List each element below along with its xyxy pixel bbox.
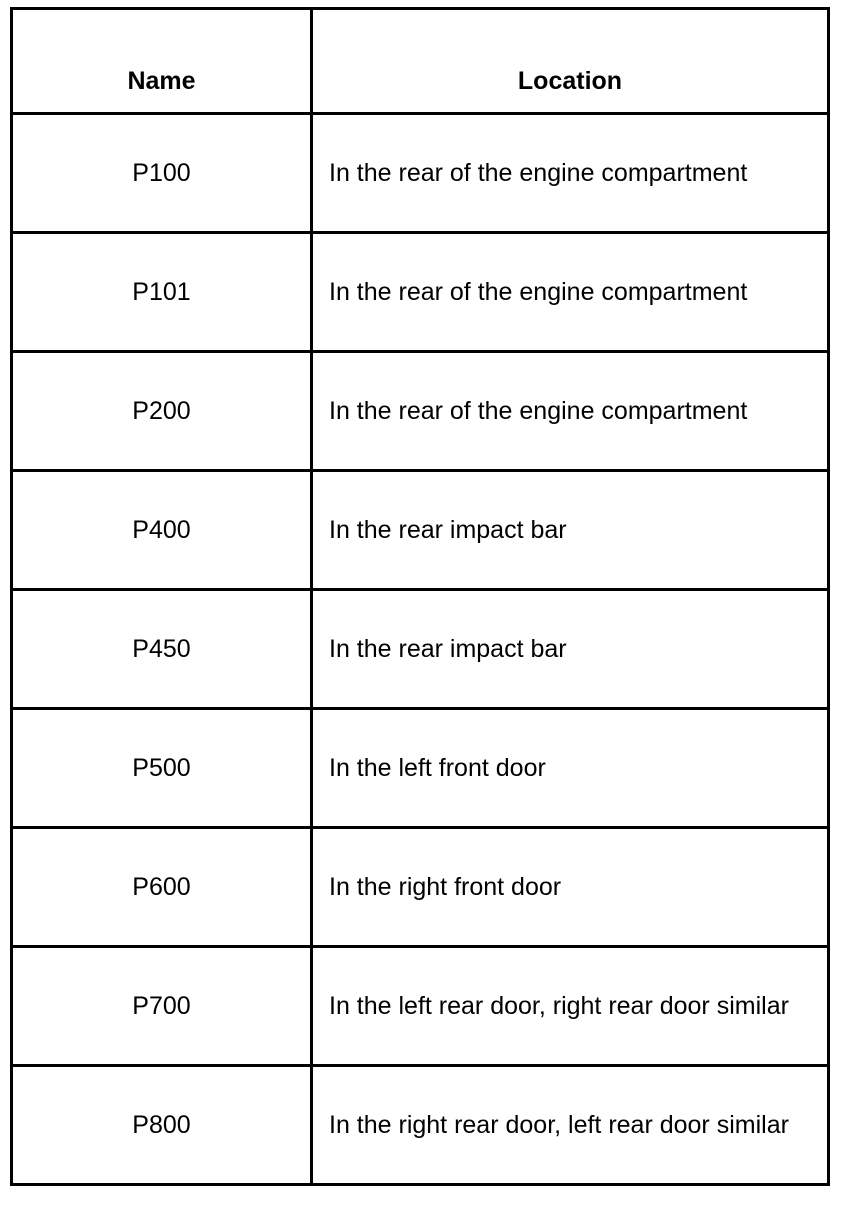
name-cell: P700: [12, 947, 312, 1066]
header-name: Name: [12, 9, 312, 114]
table-row: [12, 828, 829, 947]
header-location: Location: [312, 9, 829, 114]
name-cell: P101: [12, 233, 312, 352]
name-cell: P100: [12, 114, 312, 233]
connector-location-table: [10, 7, 830, 1186]
location-cell: In the rear of the engine compartment: [312, 352, 829, 471]
table-row: [12, 471, 829, 590]
table-row: [12, 709, 829, 828]
location-cell: In the left rear door, right rear door similar: [312, 947, 829, 1066]
name-cell: P800: [12, 1066, 312, 1185]
location-cell: In the rear of the engine compartment: [312, 233, 829, 352]
header-row: [12, 9, 829, 114]
location-cell: In the right rear door, left rear door similar: [312, 1066, 829, 1185]
location-cell: In the rear impact bar: [312, 590, 829, 709]
table-row: [12, 1066, 829, 1185]
name-cell: P400: [12, 471, 312, 590]
table-row: [12, 114, 829, 233]
name-cell: P200: [12, 352, 312, 471]
name-cell: P450: [12, 590, 312, 709]
table-row: [12, 233, 829, 352]
location-cell: In the right front door: [312, 828, 829, 947]
table-row: [12, 590, 829, 709]
location-cell: In the rear impact bar: [312, 471, 829, 590]
name-cell: P600: [12, 828, 312, 947]
name-cell: P500: [12, 709, 312, 828]
location-cell: In the rear of the engine compartment: [312, 114, 829, 233]
location-cell: In the left front door: [312, 709, 829, 828]
table-row: [12, 352, 829, 471]
table-row: [12, 947, 829, 1066]
